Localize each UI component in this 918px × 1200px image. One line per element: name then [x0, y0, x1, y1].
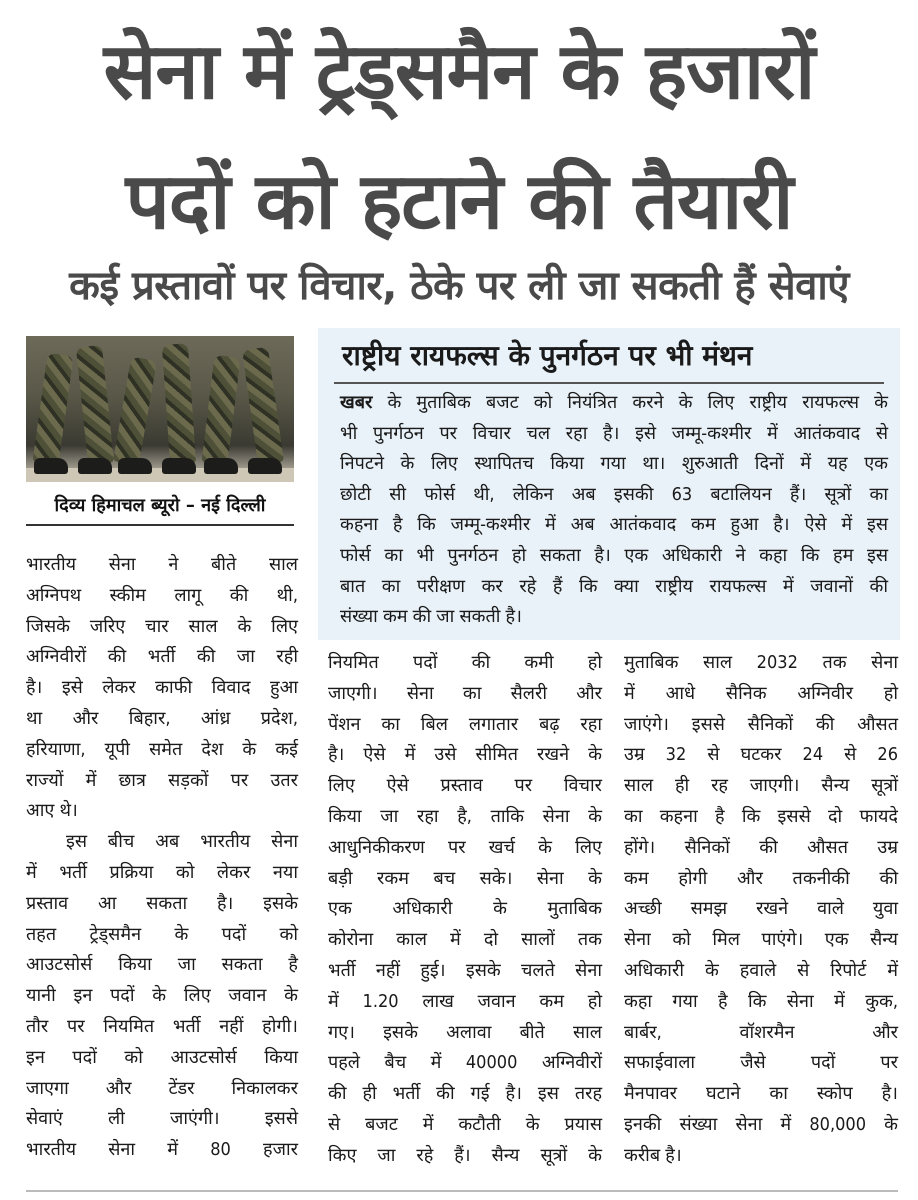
column-line: किया जा रहा है, ताकि सेना के [328, 805, 602, 827]
column-line: भारतीय सेना में 80 हजार [26, 1139, 298, 1161]
column-line: साल ही रह जाएगी। सैन्य सूत्रों [624, 775, 898, 797]
column-line: में आधे सैनिक अग्निवीर हो [624, 682, 898, 704]
column-line: से बजट में कटौती के प्रयास [328, 1113, 602, 1135]
column-line: कोरोना काल में दो सालों तक [328, 929, 602, 951]
column-line: इनकी संख्या सेना में 80,000 के [624, 1113, 898, 1135]
column-line: जाएंगे। इससे सैनिकों की औसत [624, 713, 898, 735]
subheadline: कई प्रस्तावों पर विचार, ठेके पर ली जा सकती हैं सेवाएं [69, 263, 849, 309]
byline-divider [26, 524, 294, 526]
column-line: था और बिहार, आंध्र प्रदेश, [26, 707, 298, 729]
column-line: अधिकारी के हवाले से रिपोर्ट में [624, 959, 898, 981]
column-line: जाएगा और टेंडर निकालकर [26, 1077, 298, 1099]
column-line: सेवाएं ली जाएंगी। इससे [26, 1108, 298, 1130]
column-line: जाएगी। सेना का सैलरी और [328, 682, 602, 704]
column-line: इन पदों को आउटसोर्स किया [26, 1046, 298, 1068]
column-line: यानी इन पदों के लिए जवान के [26, 985, 298, 1007]
column-line: तौर पर नियमित भर्ती नहीं होगी। [26, 1015, 298, 1037]
page-bottom-divider [26, 1190, 898, 1192]
box-line: संख्या कम की जा सकती है। [340, 606, 522, 628]
column-line: होंगे। सैनिकों की औसत उम्र [624, 836, 898, 858]
column-line: अच्छी समझ रखने वाले युवा [624, 898, 898, 920]
column-line: करीब है। [624, 1144, 682, 1166]
column-line: बड़ी रकम बच सके। सेना के [328, 867, 602, 889]
box-line: खबर के मुताबिक बजट को नियंत्रित करने के लिए राष्ट्रीय रायफल्स के [340, 392, 888, 413]
article-column-3 [624, 648, 898, 1172]
column-line: सफाईवाला जैसे पदों पर [624, 1052, 898, 1074]
column-line: मुताबिक साल 2032 तक सेना [624, 652, 898, 673]
sidebar-box-title: राष्ट्रीय रायफल्स के पुनर्गठन पर भी मंथन [342, 339, 753, 372]
box-line: छोटी सी फोर्स थी, लेकिन अब इसकी 63 बटालियन हैं। सूत्रों का [340, 483, 888, 505]
sidebar-box-body [340, 388, 888, 633]
column-line: अग्निवीरों की भर्ती की जा रही [26, 646, 298, 668]
column-line: का कहना है कि इससे दो फायदे [624, 805, 898, 827]
column-line: मैनपावर घटाने का स्कोप है। [624, 1083, 898, 1105]
column-line: राज्यों में छात्र सड़कों पर उतर [26, 769, 298, 791]
column-line: में 1.20 लाख जवान कम हो [328, 990, 602, 1012]
box-line: निपटने के लिए स्थापितच किया गया था। शुरुआती दिनों में यह एक [340, 453, 888, 475]
column-line: लिए ऐसे प्रस्ताव पर विचार [328, 775, 602, 797]
column-line: इस बीच अब भारतीय सेना [66, 831, 298, 853]
column-line: आए थे। [26, 800, 78, 822]
box-line: बात का परीक्षण कर रहे हैं कि क्या राष्ट्रीय रायफल्स में जवानों की [340, 575, 888, 597]
sidebar-box [318, 328, 900, 640]
column-line: भारतीय सेना ने बीते साल [26, 554, 298, 575]
column-line: हरियाणा, यूपी समेत देश के कई [26, 738, 298, 760]
column-line: पहले बैच में 40000 अग्निवीरों [328, 1052, 602, 1074]
column-line: अग्निपथ स्कीम लागू की थी, [26, 584, 298, 606]
column-line: सेना को मिल पाएंगे। एक सैन्य [624, 929, 898, 951]
column-line: एक अधिकारी के मुताबिक [328, 898, 602, 920]
column-line: तहत ट्रेड्समैन के पदों को [26, 923, 298, 945]
byline: दिव्य हिमाचल ब्यूरो – नई दिल्ली [54, 495, 266, 516]
column-line: बार्बर, वॉशरमैन और [624, 1021, 898, 1043]
column-line: नियमित पदों की कमी हो [328, 652, 602, 673]
sidebar-box-divider [334, 382, 884, 384]
column-line: कहा गया है कि सेना में कुक, [624, 990, 898, 1012]
article-column-2 [328, 648, 602, 1172]
headline-line-2: पदों को हटाने की तैयारी [125, 157, 793, 247]
column-line: पेंशन का बिल लगातार बढ़ रहा [328, 713, 602, 735]
column-line: किए जा रहे हैं। सैन्य सूत्रों के [328, 1144, 602, 1166]
soldiers-marching-photo [26, 336, 294, 482]
column-line: उम्र 32 से घटकर 24 से 26 [624, 744, 898, 766]
box-lead-word: खबर [340, 392, 373, 413]
column-line: में भर्ती प्रक्रिया को लेकर नया [26, 861, 298, 883]
headline-line-1: सेना में ट्रेड्समैन के हजारों [103, 27, 815, 117]
column-line: जिसके जरिए चार साल के लिए [26, 615, 298, 637]
column-line: गए। इसके अलावा बीते साल [328, 1021, 602, 1043]
column-line: आधुनिकीकरण पर खर्च के लिए [328, 836, 602, 858]
column-line: की ही भर्ती की गई है। इस तरह [328, 1083, 602, 1105]
box-line: कहना है कि जम्मू-कश्मीर में अब आतंकवाद कम हुआ है। ऐसे में इस [340, 514, 888, 536]
column-line: आउटसोर्स किया जा सकता है [26, 954, 298, 976]
article-column-1 [26, 550, 298, 1166]
column-line: है। इसे लेकर काफी विवाद हुआ [26, 677, 298, 699]
column-line: भर्ती नहीं हुई। इसके चलते सेना [328, 959, 602, 981]
column-line: प्रस्ताव आ सकता है। इसके [26, 892, 298, 914]
box-line: भी पुनर्गठन पर विचार चल रहा है। इसे जम्मू-कश्मीर में आतंकवाद से [340, 422, 888, 444]
column-line: है। ऐसे में उसे सीमित रखने के [328, 744, 602, 766]
column-line: कम होगी और तकनीकी की [624, 867, 898, 889]
box-line: फोर्स का भी पुनर्गठन हो सकता है। एक अधिकारी ने कहा कि हम इस [340, 544, 888, 566]
